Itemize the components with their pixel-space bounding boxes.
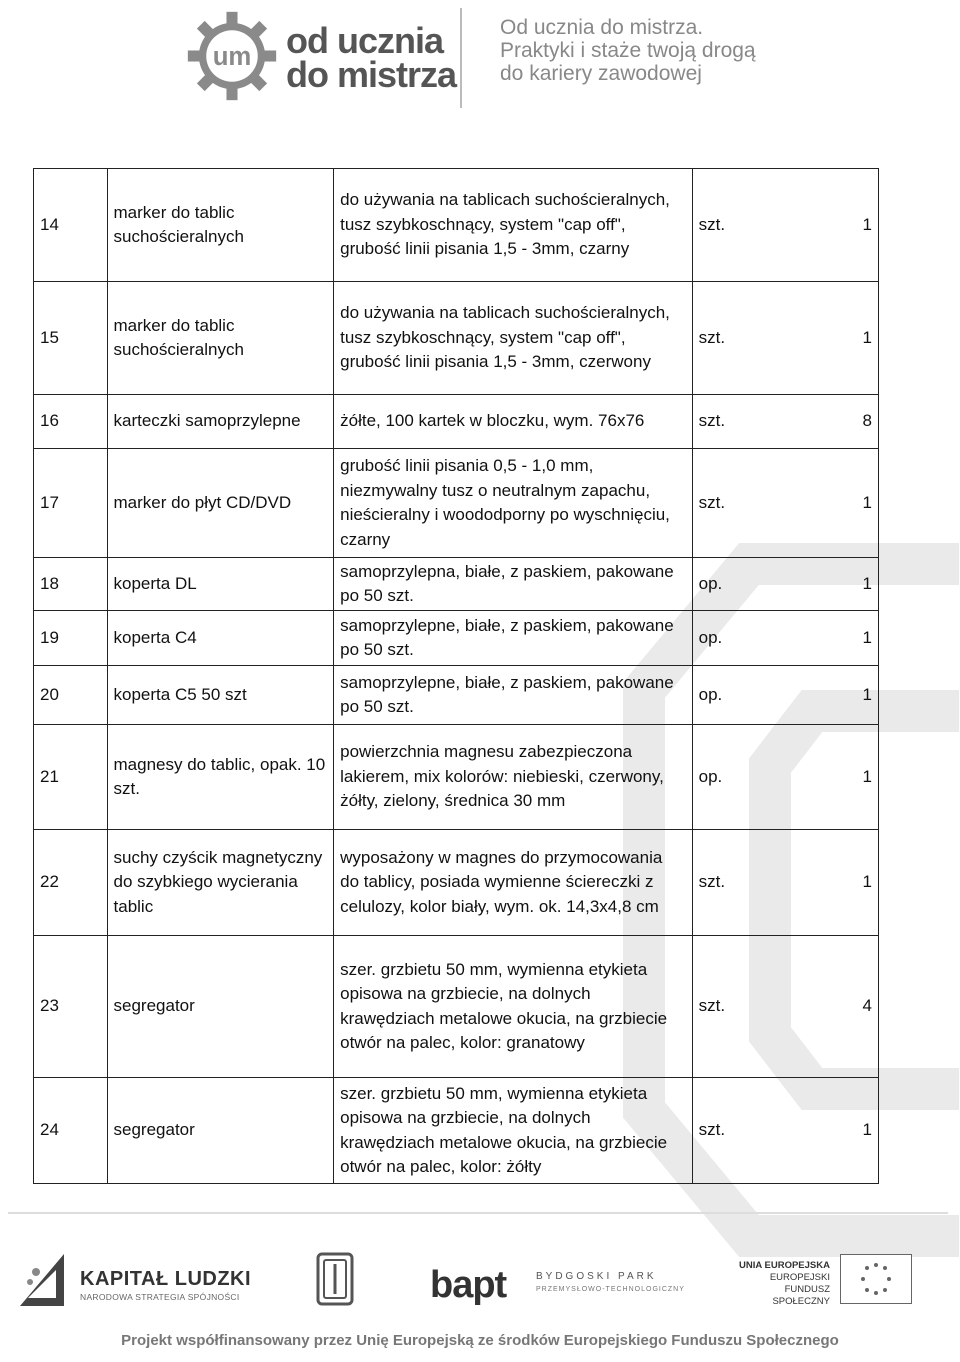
item-unit: op. — [692, 558, 765, 611]
kapital-ludzki-title: KAPITAŁ LUDZKI — [80, 1268, 252, 1290]
bapt-logo: bapt — [430, 1264, 507, 1306]
kapital-ludzki-subtitle: NARODOWA STRATEGIA SPÓJNOŚCI — [80, 1292, 240, 1302]
row-number: 20 — [34, 666, 108, 725]
row-number: 14 — [34, 169, 108, 282]
row-number: 16 — [34, 395, 108, 449]
item-name: suchy czyścik magnetyczny do szybkiego wycierania tablic — [107, 830, 334, 936]
kapital-ludzki-emblem-icon — [16, 1248, 68, 1310]
item-quantity: 1 — [765, 449, 878, 558]
row-number: 17 — [34, 449, 108, 558]
logo-divider — [460, 8, 462, 108]
item-description: szer. grzbietu 50 mm, wymienna etykieta opisowa na grzbiecie, na dolnych krawędziach metalowe okucia, na grzbiecie otwór na palec, kolor: żółty — [334, 1078, 693, 1184]
row-number: 22 — [34, 830, 108, 936]
item-unit: szt. — [692, 449, 765, 558]
logo-mark: um — [212, 43, 252, 72]
item-name: karteczki samoprzylepne — [107, 395, 334, 449]
ptc-emblem-icon — [310, 1250, 360, 1310]
item-unit: op. — [692, 725, 765, 830]
item-description: samoprzylepne, białe, z paskiem, pakowane po 50 szt. — [334, 666, 693, 725]
tagline-line-2: Praktyki i staże twoją drogą — [500, 39, 756, 62]
item-quantity: 1 — [765, 725, 878, 830]
item-description: grubość linii pisania 0,5 - 1,0 mm, niezmywalny tusz o neutralnym zapachu, nieścieralny i woododporny po wyschnięciu, czarny — [334, 449, 693, 558]
item-description: do używania na tablicach suchościeralnych, tusz szybkoschnący, system "cap off", grubość linii pisania 1,5 - 3mm, czerwony — [334, 282, 693, 395]
item-quantity: 1 — [765, 1078, 878, 1184]
item-unit: szt. — [692, 395, 765, 449]
item-quantity: 1 — [765, 282, 878, 395]
tagline-line-3: do kariery zawodowej — [500, 62, 702, 85]
item-name: koperta C5 50 szt — [107, 666, 334, 725]
item-description: żółte, 100 kartek w bloczku, wym. 76x76 — [334, 395, 693, 449]
bapt-name: BYDGOSKI PARK — [536, 1271, 657, 1282]
item-description: do używania na tablicach suchościeralnych, tusz szybkoschnący, system "cap off", grubość linii pisania 1,5 - 3mm, czarny — [334, 169, 693, 282]
item-unit: szt. — [692, 830, 765, 936]
item-description: samoprzylepne, białe, z paskiem, pakowane po 50 szt. — [334, 611, 693, 666]
item-name: segregator — [107, 1078, 334, 1184]
table-row — [34, 830, 879, 936]
table-row — [34, 169, 879, 282]
items-table-body — [34, 169, 879, 1184]
item-unit: szt. — [692, 169, 765, 282]
row-number: 19 — [34, 611, 108, 666]
eu-line-3: FUNDUSZ SPOŁECZNY — [772, 1284, 830, 1307]
item-name: marker do tablic suchościeralnych — [107, 282, 334, 395]
header-tagline — [500, 16, 756, 85]
row-number: 21 — [34, 725, 108, 830]
row-number: 23 — [34, 936, 108, 1078]
gear-logo-icon — [186, 10, 278, 102]
item-name: koperta DL — [107, 558, 334, 611]
table-row — [34, 449, 879, 558]
item-description: samoprzylepna, białe, z paskiem, pakowane po 50 szt. — [334, 558, 693, 611]
item-quantity: 1 — [765, 558, 878, 611]
footer-divider — [8, 1212, 948, 1214]
item-quantity: 4 — [765, 936, 878, 1078]
row-number: 24 — [34, 1078, 108, 1184]
item-unit: szt. — [692, 282, 765, 395]
table-row — [34, 558, 879, 611]
tagline-line-1: Od ucznia do mistrza. — [500, 16, 704, 39]
eu-flag-icon — [840, 1254, 912, 1304]
table-row — [34, 725, 879, 830]
item-description: szer. grzbietu 50 mm, wymienna etykieta opisowa na grzbiecie, na dolnych krawędziach metalowe okucia, na grzbiecie otwór na palec, kolor: granatowy — [334, 936, 693, 1078]
bapt-subtitle: PRZEMYSŁOWO-TECHNOLOGICZNY — [536, 1286, 685, 1293]
row-number: 15 — [34, 282, 108, 395]
eu-line-1: UNIA EUROPEJSKA — [739, 1260, 830, 1271]
item-name: segregator — [107, 936, 334, 1078]
table-row — [34, 395, 879, 449]
item-unit: szt. — [692, 936, 765, 1078]
row-number: 18 — [34, 558, 108, 611]
items-table — [33, 168, 879, 1184]
item-quantity: 1 — [765, 666, 878, 725]
item-description: wyposażony w magnes do przymocowania do tablicy, posiada wymienne ściereczki z celulozy, kolor biały, wym. ok. 14,3x4,8 cm — [334, 830, 693, 936]
item-quantity: 1 — [765, 830, 878, 936]
item-name: marker do tablic suchościeralnych — [107, 169, 334, 282]
funding-note: Projekt współfinansowany przez Unię Europejską ze środków Europejskiego Funduszu Społecznego — [121, 1332, 839, 1349]
table-row — [34, 611, 879, 666]
item-unit: szt. — [692, 1078, 765, 1184]
logo-line-1: od ucznia — [286, 20, 444, 61]
table-row — [34, 666, 879, 725]
logo-line-2: do mistrza — [286, 54, 457, 95]
item-description: powierzchnia magnesu zabezpieczona lakierem, mix kolorów: niebieski, czerwony, żółty, zielony, średnica 30 mm — [334, 725, 693, 830]
table-row — [34, 1078, 879, 1184]
page-footer — [0, 1240, 960, 1362]
item-name: koperta C4 — [107, 611, 334, 666]
item-quantity: 1 — [765, 611, 878, 666]
logo-text — [286, 20, 457, 95]
page-header — [0, 0, 960, 140]
eu-label — [738, 1260, 830, 1308]
item-quantity: 1 — [765, 169, 878, 282]
item-unit: op. — [692, 611, 765, 666]
table-row — [34, 936, 879, 1078]
table-row — [34, 282, 879, 395]
eu-line-2: EUROPEJSKI — [769, 1272, 830, 1283]
item-name: marker do płyt CD/DVD — [107, 449, 334, 558]
item-name: magnesy do tablic, opak. 10 szt. — [107, 725, 334, 830]
item-quantity: 8 — [765, 395, 878, 449]
item-unit: op. — [692, 666, 765, 725]
